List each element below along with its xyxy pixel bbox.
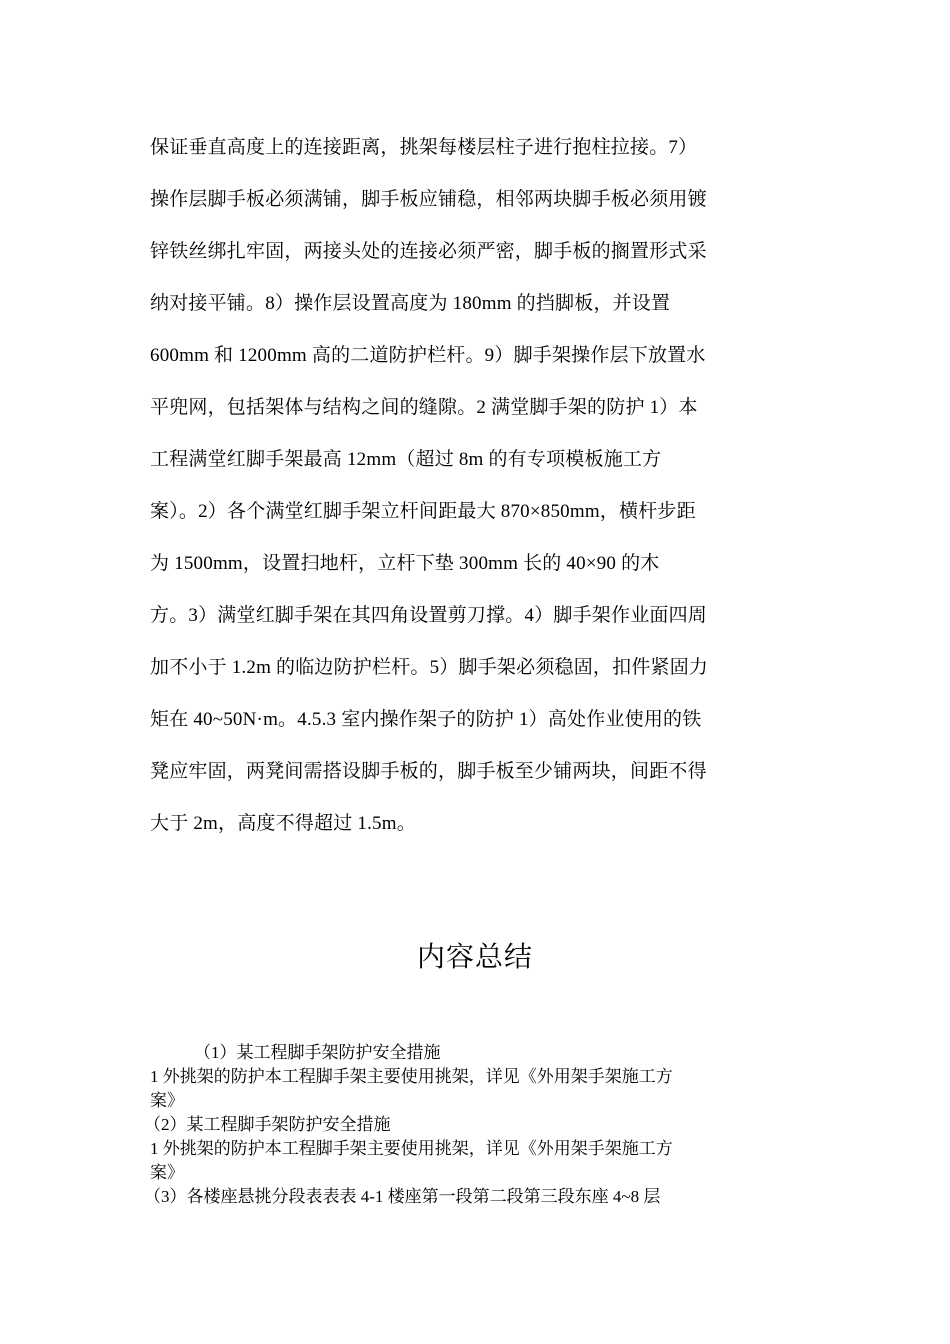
body-line: 纳对接平铺。8）操作层设置高度为 180mm 的挡脚板，并设置 bbox=[150, 293, 671, 314]
body-line: 加不小于 1.2m 的临边防护栏杆。5）脚手架必须稳固，扣件紧固力 bbox=[150, 657, 709, 678]
body-line: 方。3）满堂红脚手架在其四角设置剪刀撑。4）脚手架作业面四周 bbox=[150, 605, 708, 626]
body-line: 大于 2m，高度不得超过 1.5m。 bbox=[150, 813, 416, 834]
body-line: 案）。2）各个满堂红脚手架立杆间距最大 870×850mm，横杆步距 bbox=[150, 501, 696, 522]
body-line: 工程满堂红脚手架最高 12mm（超过 8m 的有专项模板施工方 bbox=[150, 449, 662, 470]
summary-line: 1 外挑架的防护本工程脚手架主要使用挑架，详见《外用架手架施工方 bbox=[150, 1067, 673, 1086]
summary-line: （2）某工程脚手架防护安全措施 bbox=[144, 1115, 391, 1134]
body-line: 600mm 和 1200mm 高的二道防护栏杆。9）脚手架操作层下放置水 bbox=[150, 345, 706, 366]
summary-line: 案》 bbox=[150, 1163, 184, 1182]
body-line: 锌铁丝绑扎牢固，两接头处的连接必须严密，脚手板的搁置形式采 bbox=[150, 241, 707, 262]
body-line: 保证垂直高度上的连接距离，挑架每楼层柱子进行抱柱拉接。7） bbox=[150, 137, 698, 158]
summary-line: 1 外挑架的防护本工程脚手架主要使用挑架，详见《外用架手架施工方 bbox=[150, 1139, 673, 1158]
body-line: 凳应牢固，两凳间需搭设脚手板的，脚手板至少铺两块，间距不得 bbox=[150, 761, 707, 782]
summary-line: （3）各楼座悬挑分段表表表 4-1 楼座第一段第二段第三段东座 4~8 层 bbox=[144, 1187, 661, 1206]
summary-line: （1）某工程脚手架防护安全措施 bbox=[194, 1043, 441, 1062]
body-line: 平兜网，包括架体与结构之间的缝隙。2 满堂脚手架的防护 1）本 bbox=[150, 397, 698, 418]
body-text bbox=[150, 122, 810, 850]
summary-section bbox=[144, 1041, 810, 1209]
summary-line: 案》 bbox=[150, 1091, 184, 1110]
body-line: 操作层脚手板必须满铺，脚手板应铺稳，相邻两块脚手板必须用镀 bbox=[150, 189, 707, 210]
summary-title: 内容总结 bbox=[416, 942, 533, 973]
body-line: 为 1500mm，设置扫地杆，立杆下垫 300mm 长的 40×90 的木 bbox=[150, 553, 660, 574]
body-line: 矩在 40~50N·m。4.5.3 室内操作架子的防护 1）高处作业使用的铁 bbox=[150, 709, 702, 730]
